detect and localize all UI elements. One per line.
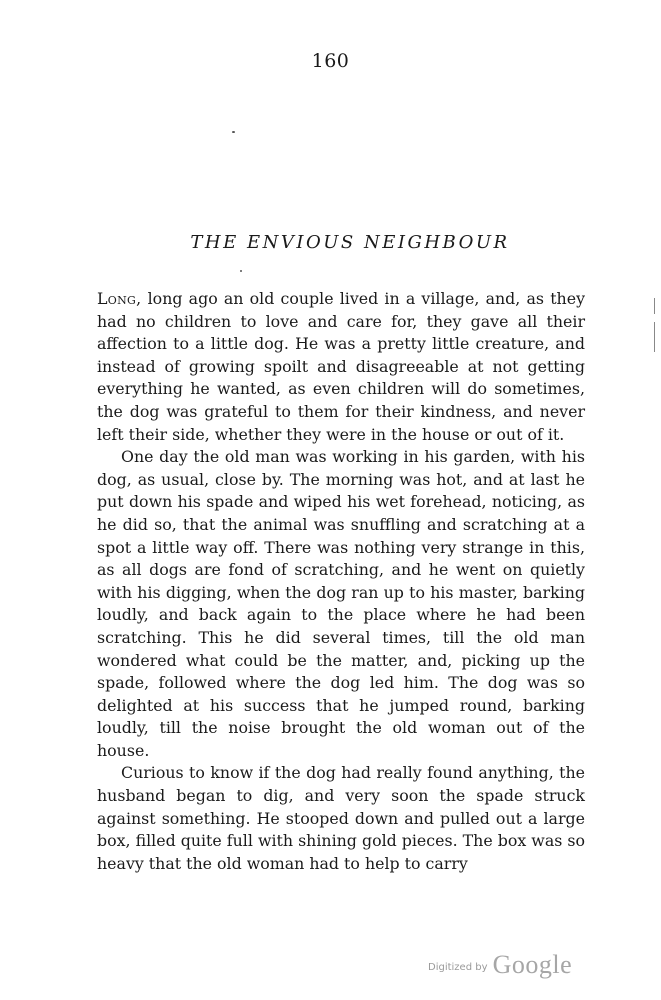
paragraph: One day the old man was working in his garden, with his dog, as usual, close by. The morning was hot, and at last he put down his spade and wiped his wet forehead, noticing, as he did so, that the animal was snuffling and scratching at a spot a little way off. There was nothing very strange in this, as all dogs are fond of scratching, and he went on quietly with his digging, when the dog ran up to his master, barking loudly, and back again to the place where he had been scratching. This he did several times, till the old man wondered what could be the matter, and, picking up the spade, followed where the dog led him. The dog was so delighted at his success that he jumped round, barking loudly, till the noise brought the old woman out of the house. xyxy=(97,447,585,760)
scan-speck xyxy=(240,270,242,272)
paragraph: Curious to know if the dog had really found anything, the husband began to dig, and very soon the spade struck against something. He stooped down and pulled out a large box, filled quite full with shining gold pieces. The box was so heavy that the old woman had to help to carry xyxy=(97,763,585,873)
scan-edge-mark xyxy=(654,298,655,314)
paragraph xyxy=(97,288,585,446)
opening-word: Long, xyxy=(97,289,142,308)
watermark-prefix: Digitized by xyxy=(428,962,488,973)
chapter-title: THE ENVIOUS NEIGHBOUR xyxy=(190,232,510,253)
watermark xyxy=(428,950,572,980)
google-logo: Google xyxy=(492,950,573,979)
scan-speck xyxy=(232,131,235,133)
page-number: 160 xyxy=(311,50,350,72)
scan-edge-mark xyxy=(654,322,655,352)
paragraph-text: long ago an old couple lived in a village, and, as they had no children to love and care for, they gave all their affection to a little dog. He was a pretty little creature, and instead of growing spoilt and disagreeable at not getting everything he wanted, as even children will do sometimes, the dog was grateful to them for their kindness, and never left their side, whether they were in the house or out of it. xyxy=(97,289,585,444)
body-text xyxy=(97,288,585,875)
